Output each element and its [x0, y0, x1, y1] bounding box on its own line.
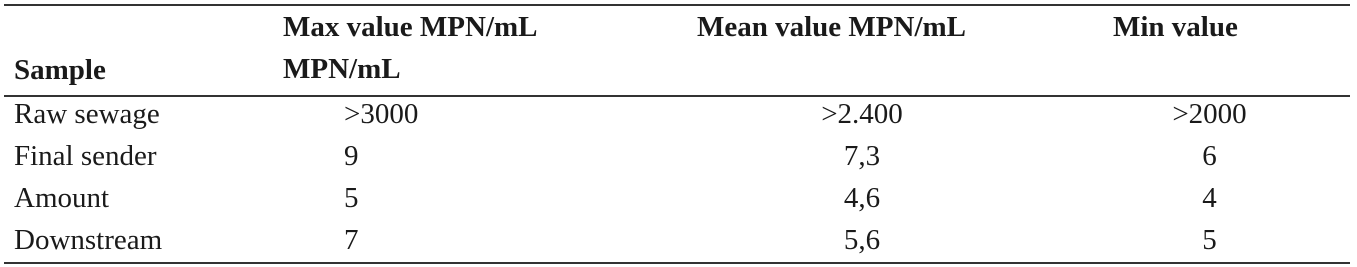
- header-max-line1: Max value MPN/mL: [283, 11, 538, 43]
- cell-mean: 5,6: [843, 224, 881, 256]
- cell-max: 9: [344, 140, 359, 172]
- cell-min: >2000: [1172, 98, 1247, 130]
- header-mean-value: Mean value MPN/mL: [697, 11, 967, 43]
- header-max-value: [283, 6, 538, 90]
- cell-sample: Raw sewage: [14, 98, 160, 130]
- cell-max: 7: [344, 224, 359, 256]
- header-min-value: Min value: [1113, 11, 1238, 43]
- cell-sample: Amount: [14, 182, 110, 214]
- table-row: [0, 93, 1357, 135]
- cell-sample: Final sender: [14, 140, 157, 172]
- bottom-rule: [4, 262, 1350, 264]
- header-max-line2: MPN/mL: [283, 53, 401, 85]
- header-sample: Sample: [14, 54, 106, 86]
- cell-mean: 7,3: [843, 140, 881, 172]
- cell-sample: Downstream: [14, 224, 163, 256]
- cell-min: 6: [1202, 140, 1217, 172]
- cell-min: 5: [1202, 224, 1217, 256]
- cell-max: >3000: [344, 98, 419, 130]
- cell-mean: >2.400: [821, 98, 903, 130]
- table-row: [0, 135, 1357, 177]
- cell-max: 5: [344, 182, 359, 214]
- cell-mean: 4,6: [843, 182, 881, 214]
- table-row: [0, 177, 1357, 219]
- cell-min: 4: [1202, 182, 1217, 214]
- table-row: [0, 219, 1357, 261]
